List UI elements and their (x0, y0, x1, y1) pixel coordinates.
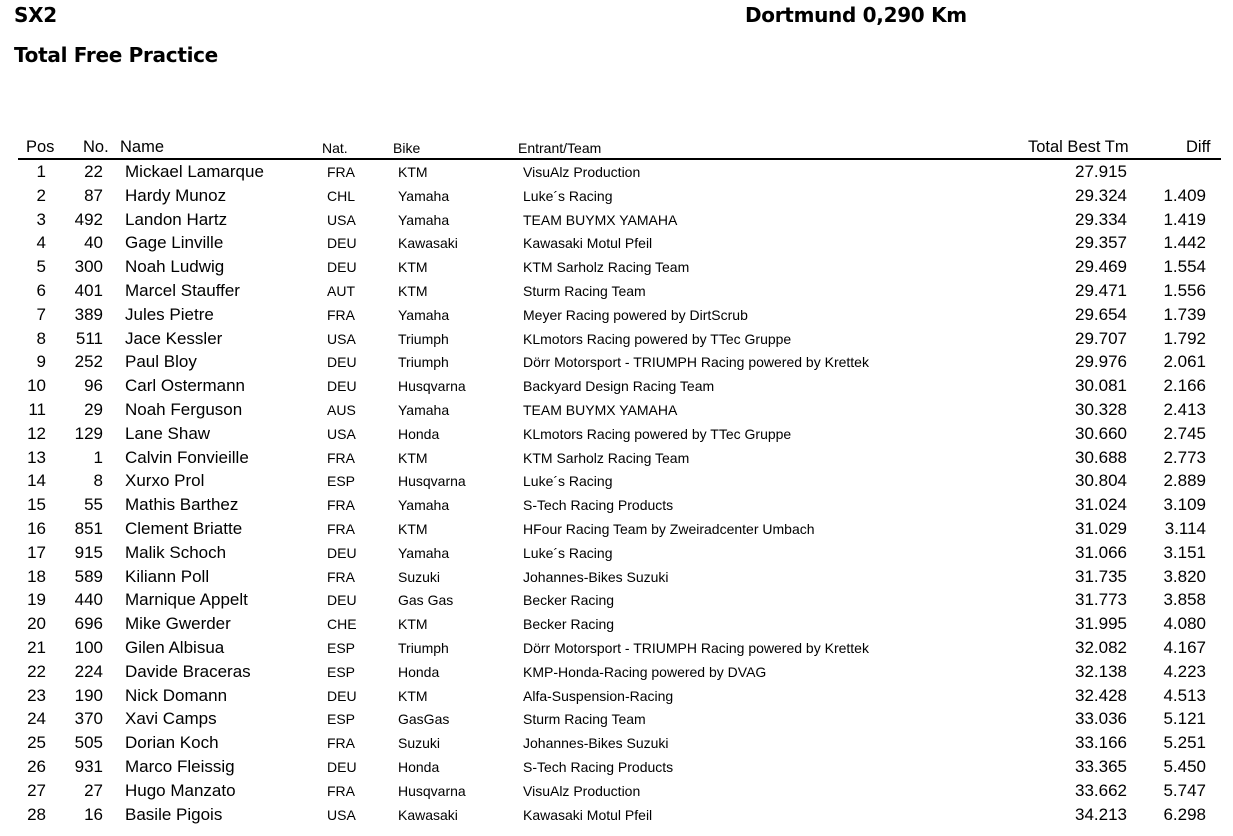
cell-number: 29 (84, 399, 103, 419)
cell-diff: 1.792 (1163, 328, 1206, 348)
cell-number: 389 (74, 304, 103, 324)
cell-team: Dörr Motorsport - TRIUMPH Racing powered by Krettek (523, 354, 869, 371)
cell-number: 100 (74, 637, 103, 657)
table-row (0, 708, 1233, 732)
cell-number: 440 (74, 590, 103, 610)
header-diff: Diff (1186, 138, 1211, 156)
cell-best-time: 33.365 (1075, 756, 1127, 776)
cell-pos: 23 (27, 685, 46, 705)
cell-bike: GasGas (398, 711, 450, 728)
cell-name: Jules Pietre (125, 304, 214, 324)
header-nat: Nat. (322, 140, 348, 156)
cell-nationality: FRA (327, 164, 355, 180)
cell-best-time: 31.066 (1075, 542, 1127, 562)
table-row (0, 566, 1233, 590)
cell-pos: 21 (27, 637, 46, 657)
header-bike: Bike (393, 140, 421, 156)
cell-bike: Yamaha (398, 401, 450, 418)
cell-diff: 1.556 (1163, 280, 1206, 300)
cell-diff: 4.080 (1163, 614, 1206, 634)
cell-name: Xavi Camps (125, 709, 217, 729)
table-row (0, 613, 1233, 637)
cell-best-time: 33.036 (1075, 709, 1127, 729)
cell-bike: Yamaha (398, 497, 450, 514)
cell-name: Davide Braceras (125, 661, 251, 681)
cell-nationality: AUS (327, 401, 356, 418)
cell-best-time: 30.081 (1075, 376, 1127, 396)
cell-diff: 1.419 (1163, 209, 1206, 229)
table-row (0, 304, 1233, 328)
cell-nationality: USA (327, 425, 356, 442)
cell-nationality: DEU (327, 544, 357, 561)
cell-team: Kawasaki Motul Pfeil (523, 806, 653, 823)
cell-best-time: 30.804 (1075, 471, 1127, 491)
cell-diff: 6.298 (1163, 804, 1206, 824)
cell-bike: KTM (398, 449, 428, 466)
cell-nationality: FRA (327, 306, 355, 323)
cell-diff: 3.109 (1163, 495, 1206, 515)
cell-name: Calvin Fonvieille (125, 447, 249, 467)
cell-diff: 4.223 (1163, 661, 1206, 681)
cell-number: 252 (74, 352, 103, 372)
cell-best-time: 30.328 (1075, 399, 1127, 419)
cell-nationality: DEU (327, 687, 357, 704)
cell-name: Basile Pigois (125, 804, 223, 824)
cell-bike: Triumph (398, 330, 449, 347)
cell-pos: 13 (27, 447, 46, 467)
cell-team: Dörr Motorsport - TRIUMPH Racing powered by Krettek (523, 639, 869, 656)
header-pos: Pos (26, 138, 55, 156)
cell-best-time: 27.915 (1075, 162, 1127, 181)
cell-diff: 3.151 (1163, 542, 1206, 562)
table-row (0, 518, 1233, 542)
cell-diff: 2.889 (1163, 471, 1206, 491)
cell-bike: Husqvarna (398, 782, 466, 799)
cell-name: Clement Briatte (125, 518, 243, 538)
cell-bike: Triumph (398, 354, 449, 371)
cell-best-time: 31.735 (1075, 566, 1127, 586)
cell-bike: Triumph (398, 639, 449, 656)
cell-pos: 24 (27, 709, 46, 729)
cell-number: 87 (84, 185, 103, 205)
cell-best-time: 29.654 (1075, 304, 1127, 324)
cell-best-time: 29.707 (1075, 328, 1127, 348)
results-table-body (0, 161, 1233, 827)
cell-best-time: 32.138 (1075, 661, 1127, 681)
cell-number: 915 (74, 542, 103, 562)
cell-team: Luke´s Racing (523, 544, 613, 561)
cell-best-time: 30.660 (1075, 423, 1127, 443)
table-row (0, 470, 1233, 494)
table-row (0, 732, 1233, 756)
table-row (0, 185, 1233, 209)
cell-pos: 12 (27, 423, 46, 443)
cell-pos: 27 (27, 780, 46, 800)
cell-pos: 19 (27, 590, 46, 610)
cell-bike: Yamaha (398, 211, 450, 228)
cell-pos: 8 (36, 328, 46, 348)
cell-bike: KTM (398, 616, 428, 633)
cell-pos: 28 (27, 804, 46, 824)
table-row (0, 328, 1233, 352)
cell-name: Marco Fleissig (125, 756, 235, 776)
header-divider (18, 158, 1221, 160)
table-row (0, 280, 1233, 304)
cell-number: 492 (74, 209, 103, 229)
cell-team: Luke´s Racing (523, 187, 613, 204)
cell-name: Nick Domann (125, 685, 228, 705)
cell-diff: 3.820 (1163, 566, 1206, 586)
cell-team: VisuAlz Production (523, 164, 641, 180)
cell-pos: 1 (36, 162, 46, 181)
cell-best-time: 29.976 (1075, 352, 1127, 372)
cell-diff: 1.442 (1163, 233, 1206, 253)
cell-nationality: ESP (327, 663, 356, 680)
cell-number: 8 (93, 471, 103, 491)
cell-diff: 2.166 (1163, 376, 1206, 396)
table-row (0, 494, 1233, 518)
cell-number: 16 (84, 804, 103, 824)
cell-nationality: DEU (327, 354, 357, 371)
cell-bike: KTM (398, 687, 428, 704)
cell-team: KTM Sarholz Racing Team (523, 259, 690, 276)
cell-diff: 3.858 (1163, 590, 1206, 610)
cell-best-time: 31.024 (1075, 495, 1127, 515)
cell-diff: 4.513 (1163, 685, 1206, 705)
cell-pos: 2 (36, 185, 46, 205)
table-row (0, 161, 1233, 185)
cell-best-time: 29.469 (1075, 257, 1127, 277)
table-row (0, 780, 1233, 804)
cell-name: Noah Ludwig (125, 257, 225, 277)
table-row (0, 447, 1233, 471)
cell-diff: 5.121 (1163, 709, 1206, 729)
cell-name: Paul Bloy (125, 352, 197, 372)
cell-number: 1 (93, 447, 103, 467)
cell-team: Johannes-Bikes Suzuki (523, 568, 669, 585)
cell-team: HFour Racing Team by Zweiradcenter Umbach (523, 520, 815, 537)
cell-best-time: 30.688 (1075, 447, 1127, 467)
cell-number: 129 (74, 423, 103, 443)
cell-diff: 2.745 (1163, 423, 1206, 443)
cell-pos: 9 (36, 352, 46, 372)
cell-number: 401 (74, 280, 103, 300)
cell-name: Dorian Koch (125, 733, 219, 753)
cell-bike: Honda (398, 663, 440, 680)
cell-team: TEAM BUYMX YAMAHA (523, 211, 678, 228)
table-row (0, 661, 1233, 685)
cell-pos: 3 (36, 209, 46, 229)
cell-best-time: 31.995 (1075, 614, 1127, 634)
cell-team: Backyard Design Racing Team (523, 378, 715, 395)
cell-team: Becker Racing (523, 616, 615, 633)
cell-diff: 3.114 (1164, 518, 1206, 538)
cell-best-time: 31.773 (1075, 590, 1127, 610)
cell-name: Xurxo Prol (125, 471, 205, 491)
table-header (0, 138, 1233, 158)
table-row (0, 804, 1233, 828)
cell-bike: Yamaha (398, 187, 450, 204)
cell-pos: 6 (36, 280, 46, 300)
cell-team: Kawasaki Motul Pfeil (523, 235, 653, 252)
cell-name: Marnique Appelt (125, 590, 248, 610)
cell-best-time: 29.324 (1075, 185, 1127, 205)
cell-team: Luke´s Racing (523, 473, 613, 490)
cell-name: Carl Ostermann (125, 376, 245, 396)
cell-number: 370 (74, 709, 103, 729)
cell-team: Sturm Racing Team (523, 711, 646, 728)
cell-name: Mickael Lamarque (125, 162, 264, 181)
cell-number: 505 (74, 733, 103, 753)
cell-nationality: DEU (327, 235, 357, 252)
cell-name: Gage Linville (125, 233, 224, 253)
cell-bike: Kawasaki (398, 235, 458, 252)
cell-diff: 5.251 (1163, 733, 1206, 753)
header-time: Total Best Tm (1028, 138, 1129, 156)
cell-diff: 5.747 (1163, 780, 1206, 800)
cell-pos: 10 (27, 376, 46, 396)
cell-bike: KTM (398, 520, 428, 537)
cell-bike: Suzuki (398, 735, 441, 752)
cell-name: Hugo Manzato (125, 780, 236, 800)
session-title: Total Free Practice (14, 43, 218, 67)
cell-nationality: DEU (327, 378, 357, 395)
cell-pos: 18 (27, 566, 46, 586)
cell-number: 851 (74, 518, 103, 538)
cell-best-time: 32.082 (1075, 637, 1127, 657)
cell-team: KTM Sarholz Racing Team (523, 449, 690, 466)
cell-number: 300 (74, 257, 103, 277)
cell-nationality: USA (327, 806, 356, 823)
cell-number: 931 (74, 756, 103, 776)
cell-nationality: USA (327, 330, 356, 347)
cell-nationality: DEU (327, 259, 357, 276)
cell-diff: 1.554 (1163, 257, 1206, 277)
cell-diff: 5.450 (1163, 756, 1206, 776)
cell-team: Alfa-Suspension-Racing (523, 687, 674, 704)
cell-bike: KTM (398, 259, 428, 276)
table-row (0, 423, 1233, 447)
cell-pos: 11 (28, 399, 46, 419)
cell-team: S-Tech Racing Products (523, 497, 674, 514)
cell-team: TEAM BUYMX YAMAHA (523, 401, 678, 418)
header-name: Name (120, 138, 165, 156)
cell-pos: 26 (27, 756, 46, 776)
cell-name: Jace Kessler (125, 328, 223, 348)
cell-bike: KTM (398, 164, 428, 180)
cell-number: 190 (74, 685, 103, 705)
cell-name: Noah Ferguson (125, 399, 243, 419)
cell-nationality: CHE (327, 616, 357, 633)
cell-nationality: FRA (327, 568, 355, 585)
table-row (0, 589, 1233, 613)
cell-bike: KTM (398, 282, 428, 299)
cell-team: Meyer Racing powered by DirtScrub (523, 306, 748, 323)
cell-best-time: 32.428 (1075, 685, 1127, 705)
cell-name: Hardy Munoz (125, 185, 227, 205)
table-row (0, 756, 1233, 780)
cell-nationality: AUT (327, 282, 355, 299)
cell-nationality: FRA (327, 735, 355, 752)
cell-nationality: CHL (327, 187, 356, 204)
cell-nationality: ESP (327, 639, 356, 656)
cell-number: 22 (84, 162, 103, 181)
cell-diff: 1.739 (1163, 304, 1206, 324)
cell-bike: Yamaha (398, 544, 450, 561)
cell-bike: Suzuki (398, 568, 441, 585)
table-row (0, 685, 1233, 709)
cell-pos: 7 (36, 304, 46, 324)
cell-number: 511 (75, 328, 103, 348)
cell-number: 696 (74, 614, 103, 634)
cell-best-time: 29.357 (1075, 233, 1127, 253)
cell-team: Sturm Racing Team (523, 282, 646, 299)
cell-nationality: FRA (327, 497, 355, 514)
cell-pos: 25 (27, 733, 46, 753)
table-row (0, 542, 1233, 566)
cell-nationality: DEU (327, 592, 357, 609)
cell-nationality: USA (327, 211, 356, 228)
cell-best-time: 34.213 (1075, 804, 1127, 824)
cell-pos: 20 (27, 614, 46, 634)
cell-number: 224 (74, 661, 103, 681)
header-team: Entrant/Team (518, 140, 602, 156)
cell-bike: Husqvarna (398, 473, 466, 490)
cell-diff: 1.409 (1163, 185, 1206, 205)
track-title: Dortmund 0,290 Km (745, 3, 967, 27)
cell-diff: 2.413 (1163, 399, 1206, 419)
cell-pos: 15 (27, 495, 46, 515)
cell-pos: 5 (36, 257, 46, 277)
cell-team: S-Tech Racing Products (523, 758, 674, 775)
cell-bike: Husqvarna (398, 378, 466, 395)
cell-diff: 4.167 (1163, 637, 1206, 657)
cell-best-time: 29.334 (1075, 209, 1127, 229)
cell-nationality: FRA (327, 782, 355, 799)
table-row (0, 399, 1233, 423)
cell-bike: Gas Gas (398, 592, 454, 609)
cell-bike: Honda (398, 758, 440, 775)
cell-name: Gilen Albisua (125, 637, 225, 657)
cell-bike: Kawasaki (398, 806, 458, 823)
cell-diff: 2.061 (1163, 352, 1206, 372)
cell-pos: 4 (36, 233, 46, 253)
table-row (0, 232, 1233, 256)
cell-pos: 16 (27, 518, 46, 538)
cell-best-time: 33.662 (1075, 780, 1127, 800)
cell-team: Becker Racing (523, 592, 615, 609)
cell-nationality: FRA (327, 449, 355, 466)
cell-best-time: 29.471 (1075, 280, 1127, 300)
cell-name: Lane Shaw (125, 423, 211, 443)
cell-diff: 2.773 (1163, 447, 1206, 467)
cell-nationality: FRA (327, 520, 355, 537)
cell-nationality: ESP (327, 711, 356, 728)
cell-name: Landon Hartz (125, 209, 228, 229)
table-row (0, 351, 1233, 375)
cell-team: Johannes-Bikes Suzuki (523, 735, 669, 752)
cell-best-time: 33.166 (1075, 733, 1127, 753)
cell-name: Marcel Stauffer (125, 280, 240, 300)
table-row (0, 256, 1233, 280)
cell-pos: 22 (27, 661, 46, 681)
cell-team: KLmotors Racing powered by TTec Gruppe (523, 330, 792, 347)
cell-number: 589 (74, 566, 103, 586)
cell-team: KLmotors Racing powered by TTec Gruppe (523, 425, 792, 442)
cell-team: KMP-Honda-Racing powered by DVAG (523, 663, 767, 680)
cell-number: 40 (84, 233, 103, 253)
cell-bike: Yamaha (398, 306, 450, 323)
cell-nationality: ESP (327, 473, 356, 490)
class-title: SX2 (14, 3, 57, 27)
cell-name: Kiliann Poll (125, 566, 210, 586)
header-no: No. (83, 138, 109, 156)
table-row (0, 637, 1233, 661)
cell-best-time: 31.029 (1075, 518, 1127, 538)
cell-number: 27 (84, 780, 103, 800)
cell-name: Malik Schoch (125, 542, 227, 562)
cell-pos: 14 (27, 471, 46, 491)
cell-pos: 17 (27, 542, 46, 562)
table-row (0, 209, 1233, 233)
cell-name: Mathis Barthez (125, 495, 239, 515)
cell-nationality: DEU (327, 758, 357, 775)
table-row (0, 375, 1233, 399)
cell-bike: Honda (398, 425, 440, 442)
cell-number: 55 (84, 495, 103, 515)
cell-number: 96 (84, 376, 103, 396)
cell-name: Mike Gwerder (125, 614, 231, 634)
cell-team: VisuAlz Production (523, 782, 641, 799)
